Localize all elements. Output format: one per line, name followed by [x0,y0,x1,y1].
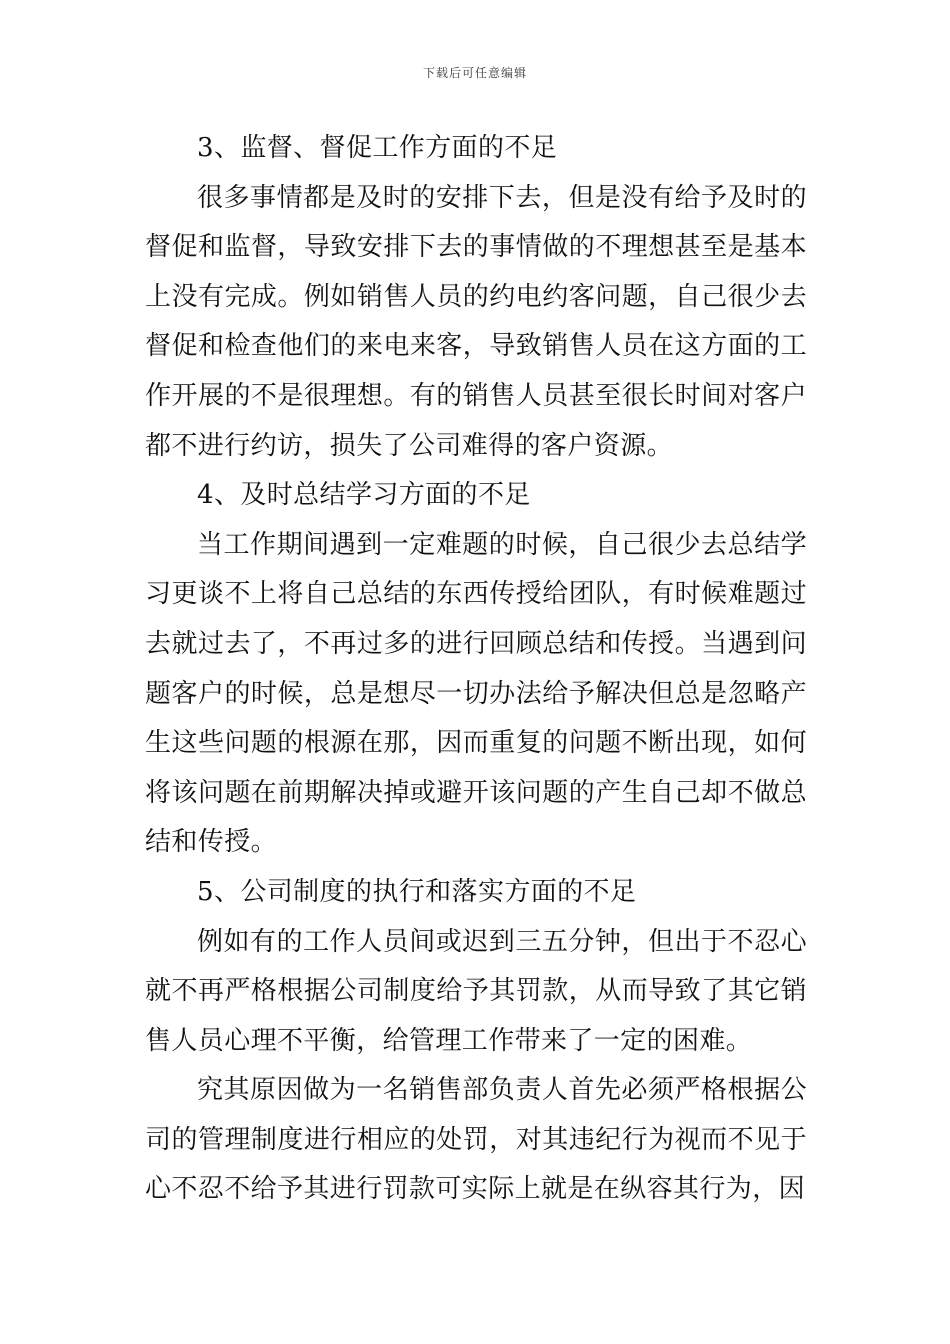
paragraph: 当工作期间遇到一定难题的时候，自己很少去总结学习更谈不上将自己总结的东西传授给团队，有时候难题过去就过去了，不再过多的进行回顾总结和传授。当遇到问题客户的时候，总是想尽一切办法给予解决但总是忽略产生这些问题的根源在那，因而重复的问题不断出现，如何将该问题在前期解决掉或避开该问题的产生自己却不做总结和传授。 [145,529,807,858]
section-heading-5: 5、公司制度的执行和落实方面的不足 [197,876,637,907]
section-heading-4: 4、及时总结学习方面的不足 [197,480,531,511]
paragraph: 究其原因做为一名销售部负责人首先必须严格根据公司的管理制度进行相应的处罚，对其违纪行为视而不见于心不忍不给予其进行罚款可实际上就是在纵容其行为，因 [145,1075,807,1205]
paragraph: 例如有的工作人员间或迟到三五分钟，但出于不忍心就不再严格根据公司制度给予其罚款，从而导致了其它销售人员心理不平衡，给管理工作带来了一定的困难。 [145,926,807,1056]
paragraph: 很多事情都是及时的安排下去，但是没有给予及时的督促和监督，导致安排下去的事情做的不理想甚至是基本上没有完成。例如销售人员的约电约客问题，自己很少去督促和检查他们的来电来客，导致销售人员在这方面的工作开展的不是很理想。有的销售人员甚至很长时间对客户都不进行约访，损失了公司难得的客户资源。 [145,182,807,461]
page-header: 下载后可任意编辑 [422,66,527,80]
document-body [145,124,807,1215]
section-heading-3: 3、监督、督促工作方面的不足 [197,133,558,163]
